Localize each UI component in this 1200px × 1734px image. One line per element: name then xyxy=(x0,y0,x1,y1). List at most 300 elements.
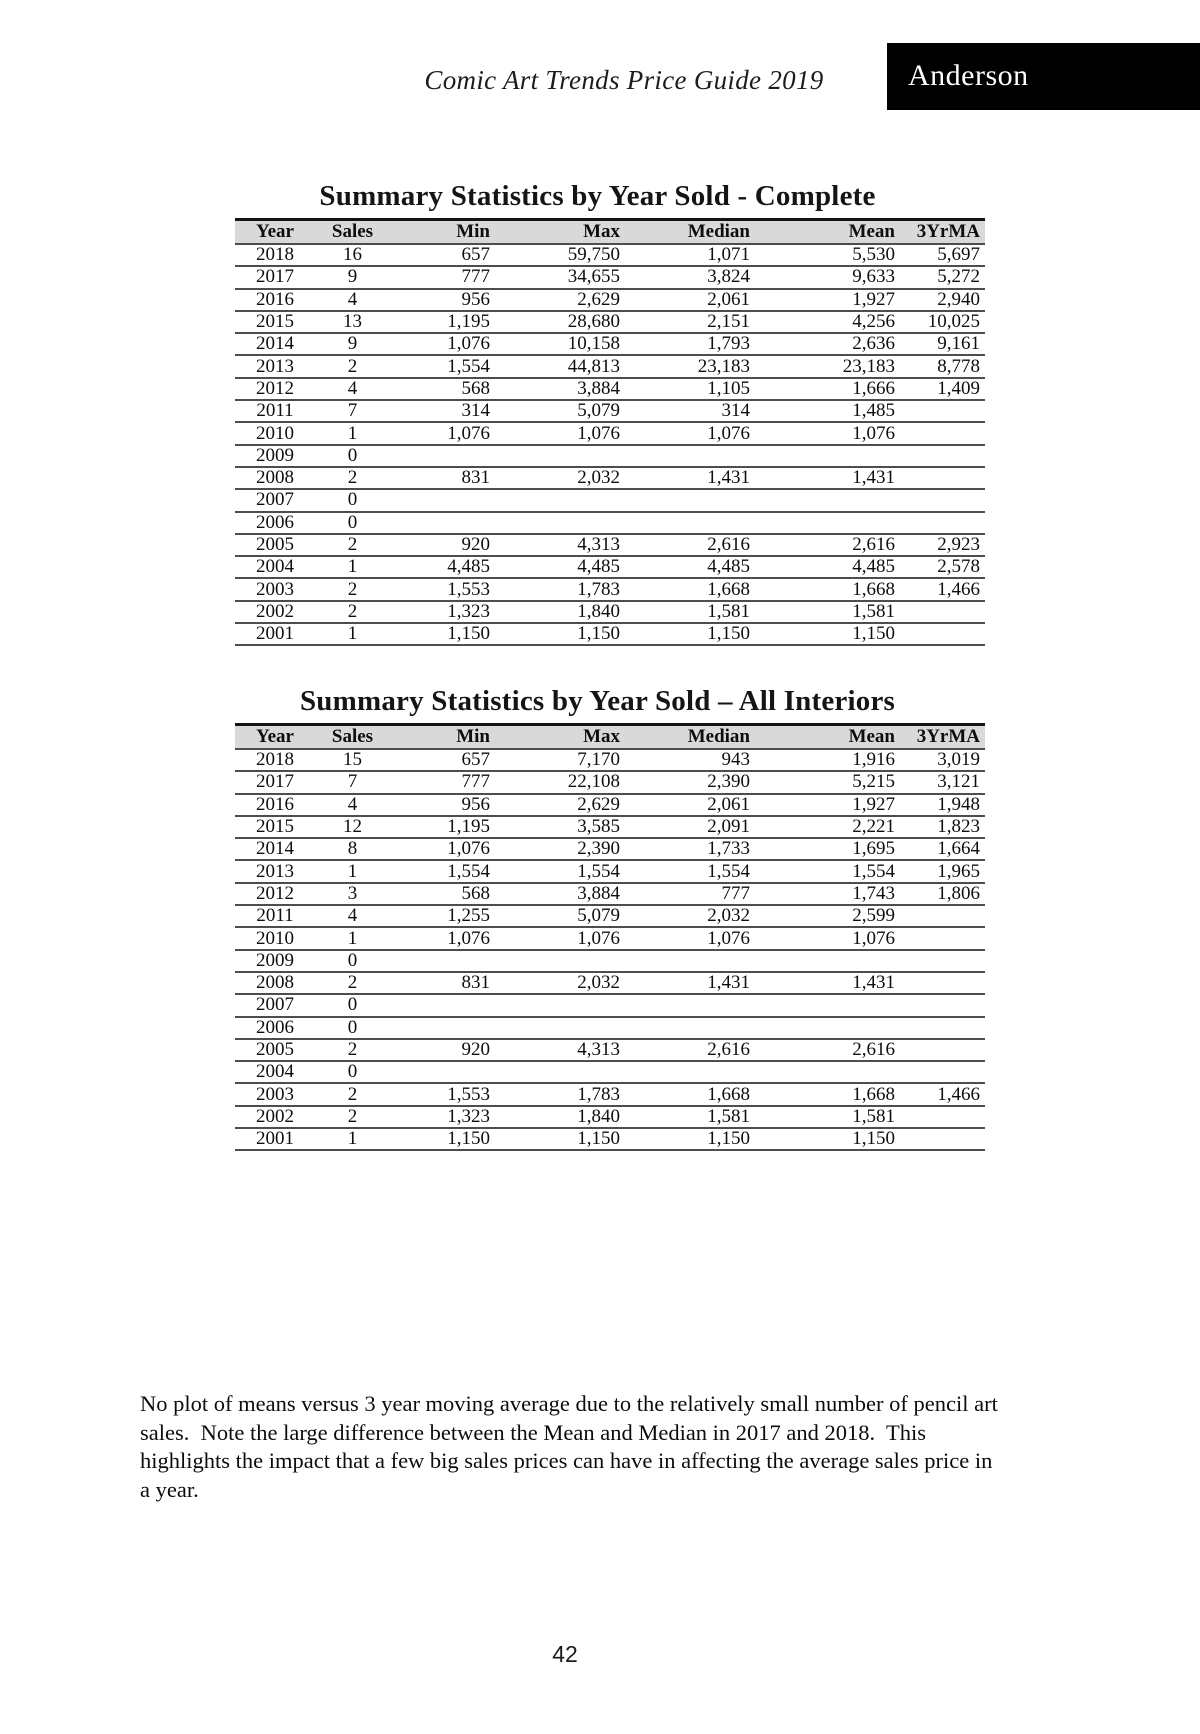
table-cell: 4 xyxy=(315,905,390,927)
table-cell: 920 xyxy=(390,534,495,556)
table-cell: 1,150 xyxy=(390,1128,495,1150)
table-cell: 1,150 xyxy=(495,623,625,645)
table-cell: 1,927 xyxy=(755,289,900,311)
table-cell: 2,032 xyxy=(495,467,625,489)
table-cell: 1 xyxy=(315,860,390,882)
table-cell xyxy=(390,489,495,511)
table-cell: 4,313 xyxy=(495,534,625,556)
table-row xyxy=(235,378,985,400)
note-paragraph xyxy=(140,1390,1100,1504)
table-cell: 1,466 xyxy=(900,578,985,600)
table-cell: 1,581 xyxy=(625,601,755,623)
table-cell: 1 xyxy=(315,422,390,444)
header-row xyxy=(235,725,985,750)
table-cell: 2017 xyxy=(235,266,315,288)
table-cell: 9,633 xyxy=(755,266,900,288)
table-row xyxy=(235,1083,985,1105)
summary-all-interiors-title: Summary Statistics by Year Sold – All Interiors xyxy=(299,685,896,717)
table-cell: 1,668 xyxy=(755,578,900,600)
table-cell: 2003 xyxy=(235,578,315,600)
table-cell: 2004 xyxy=(235,556,315,578)
table-row xyxy=(235,445,985,467)
table-cell: 1,105 xyxy=(625,378,755,400)
table-cell: 1 xyxy=(315,1128,390,1150)
table-cell: 2,923 xyxy=(900,534,985,556)
table-cell: 1,076 xyxy=(755,927,900,949)
table-cell: 23,183 xyxy=(625,355,755,377)
table-cell: 2,616 xyxy=(755,534,900,556)
summary-all-interiors-section xyxy=(235,685,980,1151)
table-cell: 1,076 xyxy=(390,838,495,860)
column-header: Year xyxy=(235,725,315,750)
table-cell: 3,585 xyxy=(495,816,625,838)
running-header-title: Comic Art Trends Price Guide 2019 xyxy=(424,65,824,95)
table-cell: 1,466 xyxy=(900,1083,985,1105)
table-cell: 2009 xyxy=(235,950,315,972)
table-cell: 2 xyxy=(315,972,390,994)
table-row xyxy=(235,623,985,645)
column-header: 3YrMA xyxy=(900,220,985,245)
table-cell: 4 xyxy=(315,378,390,400)
table-cell: 568 xyxy=(390,883,495,905)
table-cell: 1 xyxy=(315,623,390,645)
table-cell xyxy=(495,1017,625,1039)
column-header: Mean xyxy=(755,220,900,245)
table-cell: 831 xyxy=(390,467,495,489)
table-cell: 2006 xyxy=(235,512,315,534)
table-cell xyxy=(900,1106,985,1128)
table-row xyxy=(235,534,985,556)
table-row xyxy=(235,794,985,816)
table-cell: 2,599 xyxy=(755,905,900,927)
note-line: a year. xyxy=(140,1476,199,1502)
table-cell: 2,151 xyxy=(625,311,755,333)
page-number: 42 xyxy=(552,1641,578,1667)
column-header: Mean xyxy=(755,725,900,750)
table-cell: 2 xyxy=(315,355,390,377)
table-cell: 1,554 xyxy=(390,355,495,377)
table-cell: 2,061 xyxy=(625,289,755,311)
table-cell: 1,553 xyxy=(390,1083,495,1105)
table-cell xyxy=(495,1061,625,1083)
table-cell: 314 xyxy=(390,400,495,422)
table-cell: 1,965 xyxy=(900,860,985,882)
table-cell: 1 xyxy=(315,927,390,949)
table-cell xyxy=(495,994,625,1016)
table-cell: 2,629 xyxy=(495,289,625,311)
table-cell: 777 xyxy=(625,883,755,905)
table-cell: 4,313 xyxy=(495,1039,625,1061)
table-cell: 2,940 xyxy=(900,289,985,311)
table-cell: 1,948 xyxy=(900,794,985,816)
table-cell xyxy=(755,445,900,467)
table-cell: 13 xyxy=(315,311,390,333)
table-cell: 0 xyxy=(315,512,390,534)
table-cell: 1,916 xyxy=(755,749,900,771)
table-cell xyxy=(900,1039,985,1061)
table-cell: 2011 xyxy=(235,400,315,422)
table-cell: 2 xyxy=(315,601,390,623)
table-cell: 1,927 xyxy=(755,794,900,816)
table-cell: 2 xyxy=(315,1083,390,1105)
table-cell: 2013 xyxy=(235,860,315,882)
table-cell xyxy=(625,445,755,467)
table-row xyxy=(235,883,985,905)
table-cell xyxy=(625,1061,755,1083)
table-cell: 1,668 xyxy=(625,578,755,600)
note-line: highlights the impact that a few big sales prices can have in affecting the average sales price in xyxy=(140,1448,993,1473)
table-cell: 3 xyxy=(315,883,390,905)
table-cell: 1,195 xyxy=(390,311,495,333)
table-cell xyxy=(625,950,755,972)
table-row xyxy=(235,838,985,860)
table-cell: 1,668 xyxy=(625,1083,755,1105)
table-cell: 1,806 xyxy=(900,883,985,905)
summary-complete-section xyxy=(235,180,980,646)
table-cell: 657 xyxy=(390,244,495,266)
table-cell: 1,554 xyxy=(390,860,495,882)
table-cell: 1,076 xyxy=(755,422,900,444)
table-cell: 2012 xyxy=(235,883,315,905)
table-cell xyxy=(755,950,900,972)
table-row xyxy=(235,771,985,793)
table-row xyxy=(235,816,985,838)
table-cell: 9 xyxy=(315,266,390,288)
table-cell: 9,161 xyxy=(900,333,985,355)
column-header: 3YrMA xyxy=(900,725,985,750)
table-cell: 2011 xyxy=(235,905,315,927)
table-cell: 1,409 xyxy=(900,378,985,400)
table-cell: 4,485 xyxy=(755,556,900,578)
table-cell: 12 xyxy=(315,816,390,838)
table-cell: 2006 xyxy=(235,1017,315,1039)
table-cell: 1,431 xyxy=(625,467,755,489)
table-cell: 2,616 xyxy=(755,1039,900,1061)
table-cell: 1,431 xyxy=(755,972,900,994)
table-cell: 5,272 xyxy=(900,266,985,288)
table-cell: 2017 xyxy=(235,771,315,793)
table-cell: 1,150 xyxy=(755,1128,900,1150)
table-cell xyxy=(900,972,985,994)
table-cell: 657 xyxy=(390,749,495,771)
column-header: Max xyxy=(495,220,625,245)
table-cell xyxy=(625,489,755,511)
table-cell xyxy=(755,1017,900,1039)
table-cell: 1,076 xyxy=(495,422,625,444)
table-cell xyxy=(900,1061,985,1083)
table-cell xyxy=(495,512,625,534)
table-row xyxy=(235,289,985,311)
table-cell: 2,629 xyxy=(495,794,625,816)
table-cell: 0 xyxy=(315,950,390,972)
table-cell: 1,431 xyxy=(755,467,900,489)
table-cell: 34,655 xyxy=(495,266,625,288)
table-cell: 8,778 xyxy=(900,355,985,377)
table-cell: 10,025 xyxy=(900,311,985,333)
table-cell: 2003 xyxy=(235,1083,315,1105)
table-cell: 1,783 xyxy=(495,578,625,600)
table-cell: 2,390 xyxy=(625,771,755,793)
table-cell: 4,485 xyxy=(495,556,625,578)
table-row xyxy=(235,489,985,511)
table-cell: 956 xyxy=(390,289,495,311)
table-cell: 2001 xyxy=(235,623,315,645)
table-cell: 2,616 xyxy=(625,534,755,556)
table-cell: 831 xyxy=(390,972,495,994)
table-cell xyxy=(755,994,900,1016)
table-cell: 2014 xyxy=(235,838,315,860)
column-header: Max xyxy=(495,725,625,750)
table-cell: 2010 xyxy=(235,927,315,949)
table-cell: 2005 xyxy=(235,1039,315,1061)
table-cell: 3,824 xyxy=(625,266,755,288)
table-row xyxy=(235,311,985,333)
table-cell: 2 xyxy=(315,1106,390,1128)
table-row xyxy=(235,1106,985,1128)
table-cell: 7 xyxy=(315,771,390,793)
table-cell: 2,061 xyxy=(625,794,755,816)
column-header: Year xyxy=(235,220,315,245)
table-cell xyxy=(495,950,625,972)
table-cell: 314 xyxy=(625,400,755,422)
table-row xyxy=(235,1017,985,1039)
table-cell: 5,079 xyxy=(495,905,625,927)
table-cell: 3,884 xyxy=(495,378,625,400)
table-cell xyxy=(900,994,985,1016)
table-cell xyxy=(900,905,985,927)
table-cell: 1,076 xyxy=(390,927,495,949)
table-row xyxy=(235,355,985,377)
table-cell: 5,530 xyxy=(755,244,900,266)
table-cell: 0 xyxy=(315,994,390,1016)
table-cell: 956 xyxy=(390,794,495,816)
table-row xyxy=(235,601,985,623)
table-cell: 2001 xyxy=(235,1128,315,1150)
table-cell xyxy=(390,1017,495,1039)
table-cell: 2,221 xyxy=(755,816,900,838)
table-cell xyxy=(755,489,900,511)
author-name: Anderson xyxy=(908,59,1029,92)
table-cell: 1,323 xyxy=(390,601,495,623)
table-cell: 1,485 xyxy=(755,400,900,422)
table-cell: 1,554 xyxy=(625,860,755,882)
table-cell: 777 xyxy=(390,266,495,288)
table-cell: 1,323 xyxy=(390,1106,495,1128)
table-cell: 10,158 xyxy=(495,333,625,355)
table-cell: 1 xyxy=(315,556,390,578)
table-row xyxy=(235,1128,985,1150)
table-cell: 2,390 xyxy=(495,838,625,860)
table-cell: 9 xyxy=(315,333,390,355)
table-cell xyxy=(390,994,495,1016)
table-cell xyxy=(900,512,985,534)
table-cell: 1,076 xyxy=(390,333,495,355)
table-cell xyxy=(495,445,625,467)
table-cell: 1,071 xyxy=(625,244,755,266)
table-cell: 1,581 xyxy=(625,1106,755,1128)
table-cell: 1,076 xyxy=(390,422,495,444)
table-cell: 2,091 xyxy=(625,816,755,838)
table-row xyxy=(235,905,985,927)
table-cell: 4,485 xyxy=(390,556,495,578)
table-cell: 7,170 xyxy=(495,749,625,771)
table-cell: 4,256 xyxy=(755,311,900,333)
table-cell: 5,215 xyxy=(755,771,900,793)
table-cell: 8 xyxy=(315,838,390,860)
table-cell: 4,485 xyxy=(625,556,755,578)
table-cell: 1,150 xyxy=(625,1128,755,1150)
table-cell: 4 xyxy=(315,289,390,311)
column-header: Min xyxy=(390,220,495,245)
table-cell: 44,813 xyxy=(495,355,625,377)
table-cell: 1,076 xyxy=(495,927,625,949)
table-row xyxy=(235,266,985,288)
table-cell: 2014 xyxy=(235,333,315,355)
table-cell: 3,019 xyxy=(900,749,985,771)
table-cell: 2 xyxy=(315,534,390,556)
table-cell: 0 xyxy=(315,1017,390,1039)
table-cell: 1,695 xyxy=(755,838,900,860)
table-cell xyxy=(900,467,985,489)
table-cell: 1,840 xyxy=(495,1106,625,1128)
table-cell xyxy=(900,1128,985,1150)
table-cell: 2010 xyxy=(235,422,315,444)
table-cell xyxy=(900,1017,985,1039)
table-cell: 568 xyxy=(390,378,495,400)
table-cell: 1,823 xyxy=(900,816,985,838)
table-cell xyxy=(390,1061,495,1083)
table-cell: 2018 xyxy=(235,244,315,266)
table-cell: 2 xyxy=(315,578,390,600)
table-row xyxy=(235,994,985,1016)
table-row xyxy=(235,860,985,882)
table-cell: 1,150 xyxy=(625,623,755,645)
table-cell: 1,664 xyxy=(900,838,985,860)
table-row xyxy=(235,1039,985,1061)
table-cell: 2015 xyxy=(235,816,315,838)
table-cell: 2,616 xyxy=(625,1039,755,1061)
table-row xyxy=(235,1061,985,1083)
table-row xyxy=(235,927,985,949)
table-row xyxy=(235,578,985,600)
table-cell: 2016 xyxy=(235,289,315,311)
table-cell: 1,743 xyxy=(755,883,900,905)
table-cell: 2,578 xyxy=(900,556,985,578)
summary-complete-table xyxy=(235,218,985,646)
table-cell: 1,581 xyxy=(755,601,900,623)
table-cell: 1,076 xyxy=(625,927,755,949)
table-cell: 3,884 xyxy=(495,883,625,905)
table-cell xyxy=(390,512,495,534)
table-cell: 3,121 xyxy=(900,771,985,793)
table-cell: 1,783 xyxy=(495,1083,625,1105)
table-cell: 28,680 xyxy=(495,311,625,333)
table-cell xyxy=(900,950,985,972)
table-cell: 1,840 xyxy=(495,601,625,623)
table-cell xyxy=(900,422,985,444)
table-cell: 4 xyxy=(315,794,390,816)
table-cell: 59,750 xyxy=(495,244,625,266)
table-cell: 7 xyxy=(315,400,390,422)
table-cell: 0 xyxy=(315,1061,390,1083)
table-cell: 2012 xyxy=(235,378,315,400)
column-header: Sales xyxy=(315,725,390,750)
table-cell xyxy=(390,445,495,467)
note-line: No plot of means versus 3 year moving average due to the relatively small number of pencil art xyxy=(140,1391,998,1416)
note-line: sales. Note the large difference between the Mean and Median in 2017 and 2018. This xyxy=(140,1419,927,1445)
table-cell: 0 xyxy=(315,445,390,467)
table-row xyxy=(235,950,985,972)
table-cell: 5,697 xyxy=(900,244,985,266)
table-cell: 943 xyxy=(625,749,755,771)
table-cell: 1,668 xyxy=(755,1083,900,1105)
table-cell: 1,553 xyxy=(390,578,495,600)
table-cell: 2005 xyxy=(235,534,315,556)
table-cell: 2013 xyxy=(235,355,315,377)
table-cell xyxy=(390,950,495,972)
column-header: Median xyxy=(625,220,755,245)
table-row xyxy=(235,400,985,422)
table-cell: 2009 xyxy=(235,445,315,467)
table-cell: 1,666 xyxy=(755,378,900,400)
table-cell: 1,150 xyxy=(390,623,495,645)
column-header: Sales xyxy=(315,220,390,245)
table-cell: 2,636 xyxy=(755,333,900,355)
table-cell xyxy=(900,927,985,949)
table-cell: 1,793 xyxy=(625,333,755,355)
table-row xyxy=(235,467,985,489)
table-cell: 2015 xyxy=(235,311,315,333)
table-cell xyxy=(900,400,985,422)
table-cell xyxy=(900,623,985,645)
table-cell: 2,032 xyxy=(625,905,755,927)
column-header: Min xyxy=(390,725,495,750)
summary-complete-title: Summary Statistics by Year Sold - Complete xyxy=(319,180,876,212)
table-row xyxy=(235,972,985,994)
table-cell: 920 xyxy=(390,1039,495,1061)
table-cell: 2 xyxy=(315,1039,390,1061)
summary-all-interiors-table xyxy=(235,723,985,1151)
table-cell: 23,183 xyxy=(755,355,900,377)
header-row xyxy=(235,220,985,245)
table-cell: 1,255 xyxy=(390,905,495,927)
table-cell: 2018 xyxy=(235,749,315,771)
table-cell: 2008 xyxy=(235,972,315,994)
table-cell: 22,108 xyxy=(495,771,625,793)
table-cell xyxy=(755,1061,900,1083)
table-cell: 2002 xyxy=(235,1106,315,1128)
table-cell: 2008 xyxy=(235,467,315,489)
table-cell: 15 xyxy=(315,749,390,771)
table-cell xyxy=(625,1017,755,1039)
table-cell: 1,733 xyxy=(625,838,755,860)
table-cell: 5,079 xyxy=(495,400,625,422)
table-cell: 16 xyxy=(315,244,390,266)
author-tab xyxy=(887,43,1200,110)
table-cell xyxy=(900,601,985,623)
table-cell: 2,032 xyxy=(495,972,625,994)
table-cell: 1,076 xyxy=(625,422,755,444)
table-row xyxy=(235,422,985,444)
table-row xyxy=(235,333,985,355)
table-cell: 1,150 xyxy=(755,623,900,645)
table-cell: 0 xyxy=(315,489,390,511)
table-cell: 1,554 xyxy=(755,860,900,882)
table-cell: 2016 xyxy=(235,794,315,816)
table-cell xyxy=(625,994,755,1016)
table-cell: 1,431 xyxy=(625,972,755,994)
table-cell: 2 xyxy=(315,467,390,489)
